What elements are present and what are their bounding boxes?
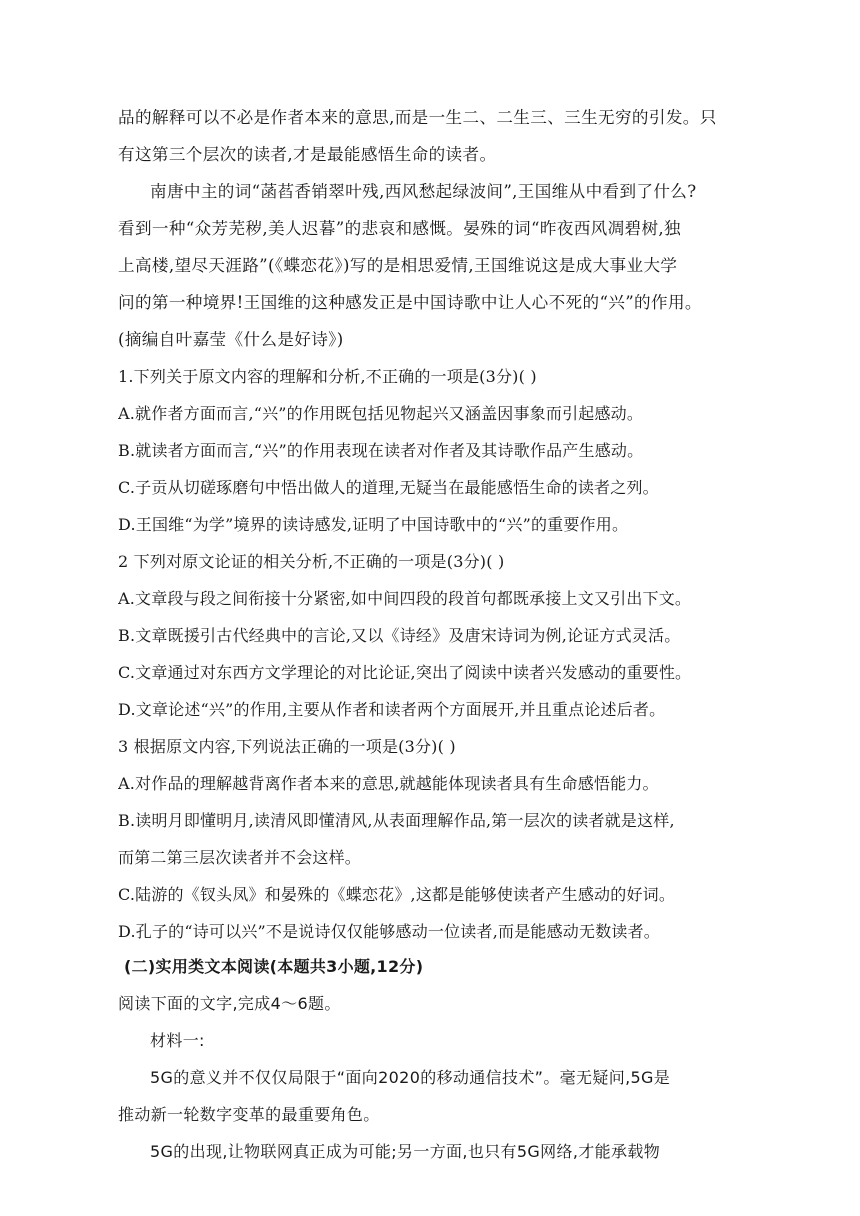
question-2-option-c: C.文章通过对东西方文学理论的对比论证,突出了阅读中读者兴发感动的重要性。 xyxy=(118,663,692,682)
question-1-option-d: D.王国维“为学”境界的读诗感发,证明了中国诗歌中的“兴”的重要作用。 xyxy=(118,515,629,534)
question-3-option-a: A.对作品的理解越背离作者本来的意思,就越能体现读者具有生命感悟能力。 xyxy=(118,774,659,793)
text-line: 上高楼,望尽天涯路”(《蝶恋花》)写的是相思爱情,王国维说这是成大事业大学 xyxy=(118,256,678,275)
text-line: 有这第三个层次的读者,才是最能感悟生命的读者。 xyxy=(118,145,497,164)
question-1-stem: 1.下列关于原文内容的理解和分析,不正确的一项是(3分)( ) xyxy=(118,367,537,386)
question-1-option-b: B.就读者方面而言,“兴”的作用表现在读者对作者及其诗歌作品产生感动。 xyxy=(118,441,644,460)
question-1-option-c: C.子贡从切磋琢磨句中悟出做人的道理,无疑当在最能感悟生命的读者之列。 xyxy=(118,478,659,497)
section-heading: (二)实用类文本阅读(本题共3小题,12分) xyxy=(124,957,424,976)
text-line: 看到一种“众芳芜秽,美人迟暮”的悲哀和感慨。晏殊的词“昨夜西风凋碧树,独 xyxy=(118,219,682,238)
text-line: 问的第一种境界!王国维的这种感发正是中国诗歌中让人心不死的“兴”的作用。 xyxy=(118,293,702,312)
text-line: 推动新一轮数字变革的最重要角色。 xyxy=(118,1105,380,1124)
question-3-option-d: D.孔子的“诗可以兴”不是说诗仅仅能够感动一位读者,而是能感动无数读者。 xyxy=(118,922,660,941)
text-line: 南唐中主的词“菡萏香销翠叶残,西风愁起绿波间”,王国维从中看到了什么? xyxy=(150,182,697,201)
instruction-text: 阅读下面的文字,完成4～6题。 xyxy=(118,994,341,1013)
material-label: 材料一: xyxy=(150,1031,205,1050)
text-line: 5G的出现,让物联网真正成为可能;另一方面,也只有5G网络,才能承载物 xyxy=(150,1142,661,1161)
question-3-option-b: B.读明月即懂明月,读清风即懂清风,从表面理解作品,第一层次的读者就是这样, xyxy=(118,811,675,830)
question-1-option-a: A.就作者方面而言,“兴”的作用既包括见物起兴又涵盖因事象而引起感动。 xyxy=(118,404,644,423)
question-2-stem: 2 下列对原文论证的相关分析,不正确的一项是(3分)( ) xyxy=(118,552,505,571)
text-line: 品的解释可以不必是作者本来的意思,而是一生二、二生三、三生无穷的引发。只 xyxy=(118,108,717,127)
question-3-option-b-cont: 而第二第三层次读者并不会这样。 xyxy=(118,848,362,867)
question-3-option-c: C.陆游的《钗头凤》和晏殊的《蝶恋花》,这都是能够使读者产生感动的好词。 xyxy=(118,885,676,904)
question-3-stem: 3 根据原文内容,下列说法正确的一项是(3分)( ) xyxy=(118,737,456,756)
question-2-option-d: D.文章论述“兴”的作用,主要从作者和读者两个方面展开,并且重点论述后者。 xyxy=(118,700,666,719)
text-line: 5G的意义并不仅仅局限于“面向2020的移动通信技术”。毫无疑问,5G是 xyxy=(150,1068,671,1087)
question-2-option-b: B.文章既援引古代经典中的言论,又以《诗经》及唐宋诗词为例,论证方式灵活。 xyxy=(118,626,681,645)
question-2-option-a: A.文章段与段之间衔接十分紧密,如中间四段的段首句都既承接上文又引出下文。 xyxy=(118,589,692,608)
source-citation: (摘编自叶嘉莹《什么是好诗》) xyxy=(118,330,344,349)
